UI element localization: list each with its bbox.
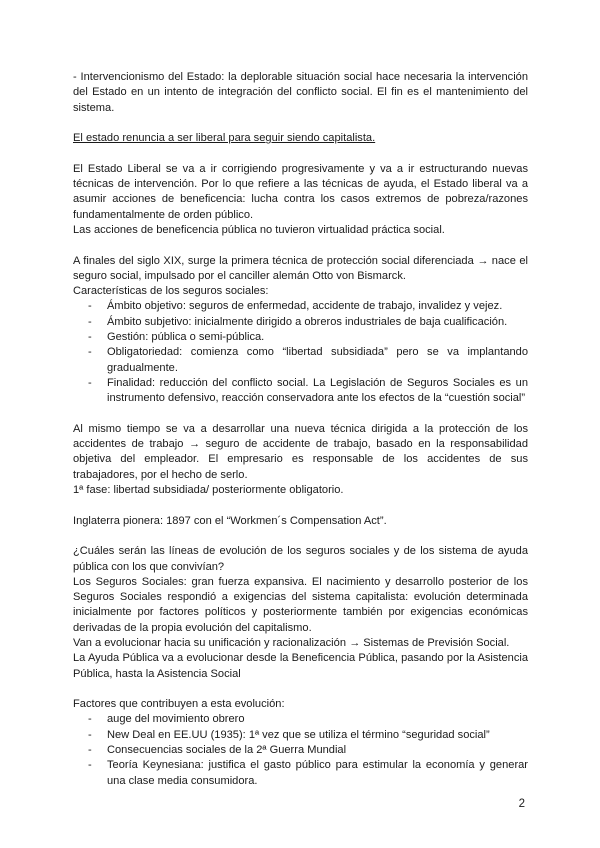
ayuda-publica-paragraph: La Ayuda Pública va a evolucionar desde la Beneficencia Pública, pasando por la Asistencia Pública, hasta la Asistencia Social — [73, 652, 528, 680]
list-item: - New Deal en EE.UU (1935): 1ª vez que se utiliza el término “seguridad social” — [73, 728, 528, 743]
intro-paragraph: - Intervencionismo del Estado: la deplorable situación social hace necesaria la intervención del Estado en un intento de integración del conflicto social. El fin es el mantenimiento del sistema. — [73, 71, 528, 114]
seguro-social-paragraph: A finales del siglo XIX, surge la primera técnica de protección social diferenciada → nace el seguro social, impulsado por el canciller alemán Otto von Bismarck. — [73, 254, 528, 282]
list-item: - Finalidad: reducción del conflicto social. La Legislación de Seguros Sociales es un instrumento defensivo, reacción conservadora ante los efectos de la “cuestión social” — [73, 376, 528, 407]
question-paragraph: ¿Cuáles serán las líneas de evolución de los seguros sociales y de los sistema de ayuda pública con los que convivían? — [73, 545, 528, 573]
list-item: - Ámbito objetivo: seguros de enfermedad, accidente de trabajo, invalidez y vejez. — [73, 299, 528, 314]
page-number: 2 — [518, 798, 525, 810]
fase-line: 1ª fase: libertad subsidiada/ posteriormente obligatorio. — [73, 484, 344, 497]
section-heading: El estado renuncia a ser liberal para seguir siendo capitalista. — [73, 132, 376, 145]
list-item: - Consecuencias sociales de la 2ª Guerra Mundial — [73, 743, 528, 758]
answer-paragraph: Los Seguros Sociales: gran fuerza expansiva. El nacimiento y desarrollo posterior de los Seguros Sociales respondió a exigencias del sistema capitalista: evolución determinada inicialmente por factores políticos y posteriormente también por exigencias económicas derivadas de la propia evolución del capitalismo. — [73, 575, 528, 634]
inglaterra-line: Inglaterra pionera: 1897 con el “Workmen´s Compensation Act”. — [73, 514, 387, 527]
list-item: - Teoría Keynesiana: justifica el gasto público para estimular la economía y generar una clase media consumidora. — [73, 758, 528, 789]
beneficencia-paragraph: Las acciones de beneficencia pública no tuvieron virtualidad práctica social. — [73, 223, 445, 236]
list-item: - Obligatoriedad: comienza como “libertad subsidiada” pero se va implantando gradualmente. — [73, 345, 528, 376]
list-item: - Gestión: pública o semi-pública. — [73, 330, 528, 345]
liberal-state-paragraph: El Estado Liberal se va a ir corrigiendo progresivamente y va a ir estructurando nuevas técnicas de intervención. Por lo que refiere a las técnicas de ayuda, el Estado liberal va a asumir acciones de beneficencia: lucha contra los casos extremos de pobreza/razones fundamentalmente de orden público. — [73, 162, 528, 221]
factores-list — [73, 712, 528, 788]
list-item: - Ámbito subjetivo: inicialmente dirigido a obreros industriales de baja cualificación. — [73, 315, 528, 330]
accidente-paragraph: Al mismo tiempo se va a desarrollar una nueva técnica dirigida a la protección de los accidentes de trabajo → seguro de accidente de trabajo, basado en la responsabilidad objetiva del empleador. El empresario es responsable de los accidentes de sus trabajadores, por el hecho de serlo. — [73, 422, 528, 481]
caracteristicas-list — [73, 299, 528, 406]
caracteristicas-title: Características de los seguros sociales: — [73, 285, 269, 298]
unificacion-line: Van a evolucionar hacia su unificación y racionalización → Sistemas de Previsión Social. — [73, 636, 510, 649]
factores-title: Factores que contribuyen a esta evolución: — [73, 698, 285, 711]
document-page — [73, 70, 528, 789]
list-item: - auge del movimiento obrero — [73, 712, 528, 727]
